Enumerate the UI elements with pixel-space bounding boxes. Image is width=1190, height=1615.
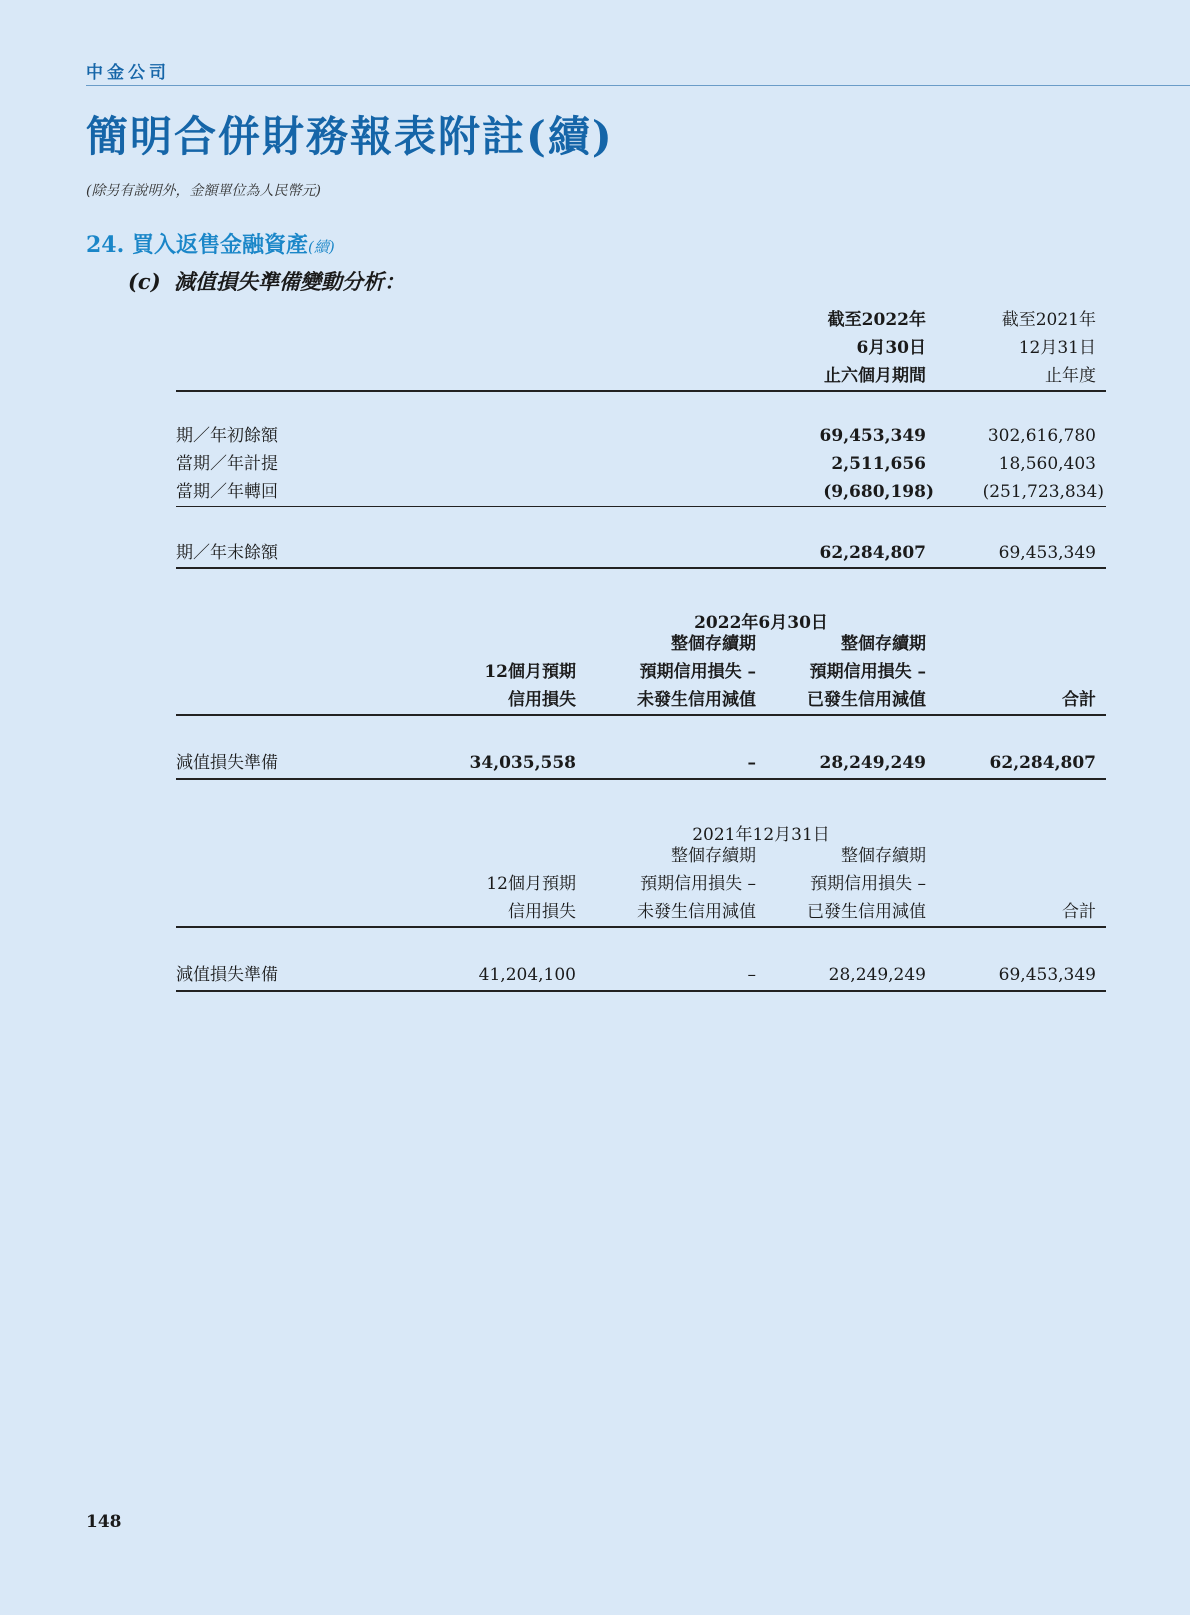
col-2021-header	[1002, 306, 1096, 390]
row-value-stage3: 28,249,249	[828, 965, 926, 985]
col-12m-line-1: 12個月預期	[484, 662, 576, 682]
section-number: 24.	[86, 232, 125, 258]
col-total: 合計	[1062, 902, 1096, 922]
col-stage2-line-2: 預期信用損失 –	[640, 874, 756, 894]
row-value-stage1: 34,035,558	[469, 753, 576, 773]
sub-heading	[128, 266, 405, 296]
header-rule	[86, 85, 1190, 86]
col-2022-header	[824, 306, 926, 390]
col-stage3-line-2: 預期信用損失 –	[810, 874, 926, 894]
row-label: 期／年初餘額	[176, 426, 278, 446]
closing-balance-row	[176, 539, 1106, 567]
col-12m-line-1: 12個月預期	[486, 874, 576, 894]
row-value-total: 62,284,807	[989, 753, 1096, 773]
table-row	[176, 450, 1106, 478]
movement-table-header	[176, 302, 1106, 392]
col-stage2-line-1: 整個存續期	[671, 846, 756, 866]
table-row	[176, 960, 1106, 990]
col-stage3-line-1: 整個存續期	[841, 846, 926, 866]
section-name: 買入返售金融資產	[131, 232, 308, 258]
table-row	[176, 748, 1106, 778]
col-2021-line-2: 12月31日	[1018, 338, 1096, 358]
section-continued: (續)	[307, 238, 335, 256]
col-lifetime-impaired	[807, 842, 926, 926]
row-value-stage2: –	[747, 753, 756, 773]
stage-table-2021-header	[176, 814, 1106, 928]
row-value-2021: 302,616,780	[987, 426, 1096, 446]
row-value-stage2: –	[747, 965, 756, 985]
row-value-stage1: 41,204,100	[478, 965, 576, 985]
row-value-2022: 62,284,807	[819, 543, 926, 563]
row-value-2021: 69,453,349	[998, 543, 1096, 563]
col-12m-ecl	[486, 870, 576, 926]
total-rule	[176, 567, 1106, 569]
col-12m-line-2: 信用損失	[508, 690, 576, 710]
col-12m-line-2: 信用損失	[508, 902, 576, 922]
col-stage3-line-3: 已發生信用減值	[807, 690, 926, 710]
movement-table	[176, 302, 1106, 569]
page-number: 148	[86, 1512, 122, 1532]
row-value-stage3: 28,249,249	[819, 753, 926, 773]
total-rule	[176, 778, 1106, 780]
table-row	[176, 422, 1106, 450]
row-label: 減值損失準備	[176, 965, 278, 985]
col-12m-ecl	[484, 658, 576, 714]
row-label: 當期／年轉回	[176, 482, 278, 502]
col-lifetime-impaired	[807, 630, 926, 714]
row-value-2022: 2,511,656	[831, 454, 926, 474]
col-2022-line-2: 6月30日	[856, 338, 926, 358]
col-2021-line-1: 截至2021年	[1001, 310, 1096, 330]
sub-heading-title: 減值損失準備變動分析：	[174, 269, 405, 294]
sub-heading-letter: (c)	[128, 269, 161, 294]
stage-table-2022	[176, 602, 1106, 780]
col-lifetime-not-impaired	[637, 630, 756, 714]
row-value-2021: 18,560,403	[998, 454, 1096, 474]
section-title	[86, 228, 335, 259]
total-rule	[176, 990, 1106, 992]
col-stage3-line-1: 整個存續期	[841, 634, 926, 654]
col-2022-line-1: 截至2022年	[827, 310, 926, 330]
col-total: 合計	[1062, 690, 1096, 710]
col-stage3-line-2: 預期信用損失 –	[809, 662, 926, 682]
stage-table-2021	[176, 814, 1106, 992]
stage-table-2022-header	[176, 602, 1106, 716]
col-2022-line-3: 止六個月期間	[824, 366, 926, 386]
col-stage3-line-3: 已發生信用減值	[807, 902, 926, 922]
row-label: 期／年末餘額	[176, 543, 278, 563]
table-date: 2021年12月31日	[692, 825, 830, 845]
row-label: 減值損失準備	[176, 753, 278, 773]
col-stage2-line-3: 未發生信用減值	[637, 902, 756, 922]
row-label: 當期／年計提	[176, 454, 278, 474]
col-stage2-line-1: 整個存續期	[671, 634, 756, 654]
table-date: 2022年6月30日	[694, 613, 828, 633]
row-value-total: 69,453,349	[998, 965, 1096, 985]
page-subtitle: (除另有說明外，金額單位為人民幣元)	[86, 183, 321, 199]
row-value-2021: (251,723,834)	[982, 482, 1104, 502]
col-lifetime-not-impaired	[637, 842, 756, 926]
col-stage2-line-2: 預期信用損失 –	[639, 662, 756, 682]
table-row	[176, 478, 1106, 506]
col-stage2-line-3: 未發生信用減值	[637, 690, 756, 710]
row-value-2022: 69,453,349	[819, 426, 926, 446]
col-2021-line-3: 止年度	[1045, 366, 1096, 386]
company-name: 中金公司	[86, 63, 170, 83]
row-value-2022: (9,680,198)	[823, 482, 934, 502]
page-title: 簡明合併財務報表附註(續)	[86, 112, 614, 161]
